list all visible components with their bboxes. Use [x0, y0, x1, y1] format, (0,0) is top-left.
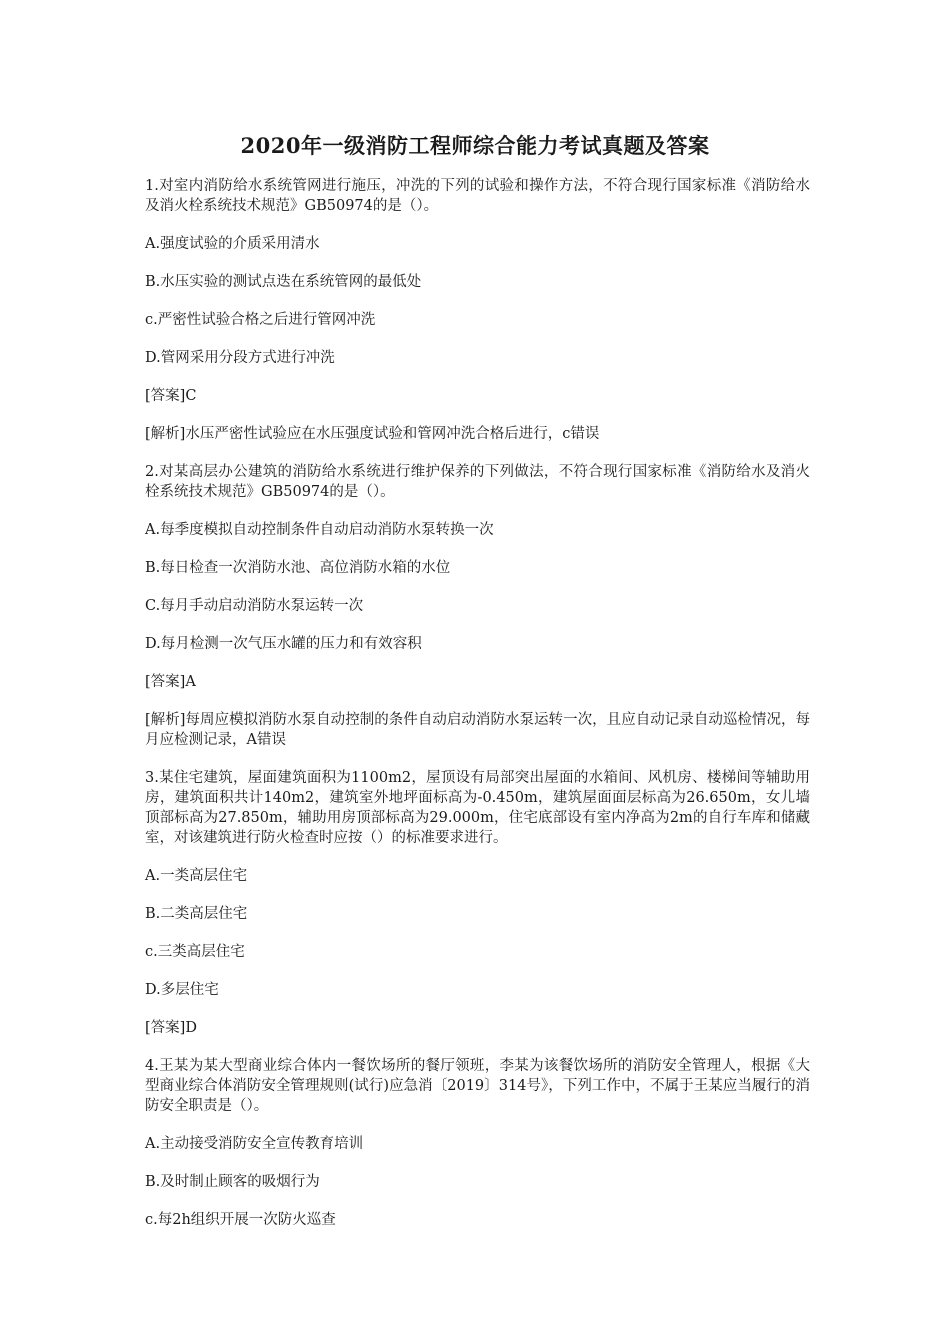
question-1-stem: 1.对室内消防给水系统管网进行施压，冲洗的下列的试验和操作方法，不符合现行国家标准《消防给水及消火栓系统技术规范》GB50974的是（）。 [145, 178, 810, 214]
question-2-stem: 2.对某高层办公建筑的消防给水系统进行维护保养的下列做法，不符合现行国家标准《消防给水及消火栓系统技术规范》GB50974的是（）。 [145, 464, 810, 500]
question-2-option-b: B.每日检查一次消防水池、高位消防水箱的水位 [145, 560, 451, 576]
question-1-option-c: c.严密性试验合格之后进行管网冲洗 [145, 312, 376, 328]
question-4-option-b: B.及时制止顾客的吸烟行为 [145, 1174, 320, 1190]
question-1-analysis: [解析]水压严密性试验应在水压强度试验和管网冲洗合格后进行，c错误 [145, 426, 600, 442]
question-3-option-a: A.一类高层住宅 [145, 868, 248, 884]
question-2-option-d: D.每月检测一次气压水罐的压力和有效容积 [145, 636, 422, 652]
question-1-option-d: D.管网采用分段方式进行冲洗 [145, 350, 335, 366]
question-1-answer: [答案]C [145, 388, 197, 404]
question-3-stem: 3.某住宅建筑，屋面建筑面积为1100m2，屋顶设有局部突出屋面的水箱间、风机房、楼梯间等辅助用房，建筑面积共计140m2，建筑室外地坪面标高为-0.450m，建筑屋面面层标高为26.650m，女儿墙顶部标高为27.850m，辅助用房顶部标高为29.000m，住宅底部设有室内净高为2m的自行车库和储藏室，对该建筑进行防火检查时应按（）的标准要求进行。 [145, 770, 810, 846]
question-1-option-b: B.水压实验的测试点迭在系统管网的最低处 [145, 274, 422, 290]
question-3-option-b: B.二类高层住宅 [145, 906, 248, 922]
question-2-option-c: C.每月手动启动消防水泵运转一次 [145, 598, 364, 614]
question-2-answer: [答案]A [145, 674, 196, 690]
question-4-stem: 4.王某为某大型商业综合体内一餐饮场所的餐厅领班，李某为该餐饮场所的消防安全管理人，根据《大型商业综合体消防安全管理规则(试行)应急消〔2019〕314号》，下列工作中，不属于王某应当履行的消防安全职责是（）。 [145, 1058, 810, 1114]
question-1-option-a: A.强度试验的介质采用清水 [145, 236, 320, 252]
question-4-option-a: A.主动接受消防安全宣传教育培训 [145, 1136, 364, 1152]
question-2-analysis: [解析]每周应模拟消防水泵自动控制的条件自动启动消防水泵运转一次，且应自动记录自动巡检情况，每月应检测记录，A错误 [145, 712, 810, 748]
question-3-answer: [答案]D [145, 1020, 197, 1036]
question-4-option-c: c.每2h组织开展一次防火巡查 [145, 1212, 336, 1228]
question-2-option-a: A.每季度模拟自动控制条件自动启动消防水泵转换一次 [145, 522, 494, 538]
document-body [145, 176, 810, 1248]
question-3-option-d: D.多层住宅 [145, 982, 219, 998]
page-title: 2020年一级消防工程师综合能力考试真题及答案 [240, 133, 710, 159]
question-3-option-c: c.三类高层住宅 [145, 944, 245, 960]
